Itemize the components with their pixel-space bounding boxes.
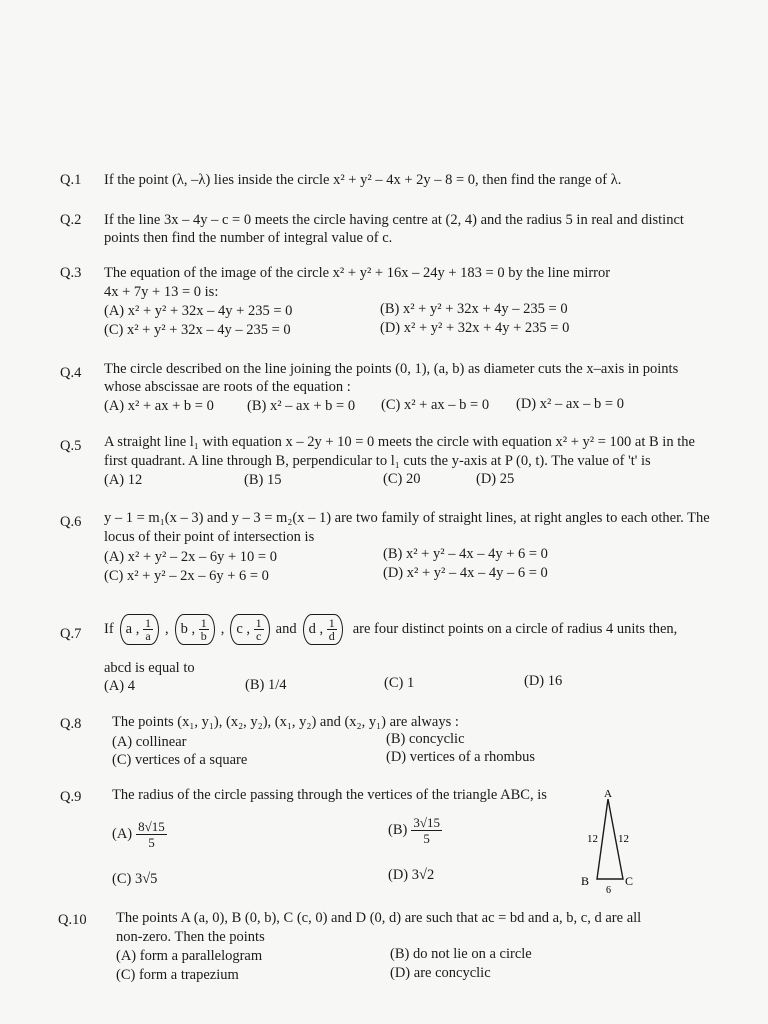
question-number: Q.10: [58, 912, 87, 928]
question-number: Q.2: [60, 212, 82, 228]
option-c: (C) 3√5: [112, 871, 158, 887]
option-b: (B) x² – ax + b = 0: [247, 398, 356, 414]
question-text-line-1: If a , $\frac{1}{a}$ , b , $\frac{1}{b}$ , c , $\frac{1}{c}$ and d , $\frac{1}{d}$ are four distinct points on a circle of radius 4 units then,: [104, 616, 678, 643]
vertex-b-label: B: [581, 874, 590, 888]
option-a: (A) x² + y² + 32x – 4y + 235 = 0: [104, 303, 293, 319]
question-tail: are four distinct points on a circle of radius 4 units then,: [352, 621, 678, 637]
option-a: (A) $\frac{8√15}{5}$: [112, 819, 165, 850]
option-c: (C) 20: [383, 471, 421, 487]
option-a: (A) 4: [104, 678, 136, 694]
question-text-line-2: locus of their point of intersection is: [104, 529, 315, 545]
option-c: (C) 1: [384, 675, 415, 691]
if-label: If: [104, 621, 114, 637]
question-text-line-2: first quadrant. A line through B, perpendicular to l₁ cuts the y-axis at P (0, t). The value of 't' is: [104, 453, 651, 469]
question-number: Q.1: [60, 172, 82, 188]
question-text-line-1: If the line 3x – 4y – c = 0 meets the circle having centre at (2, 4) and the radius 5 in real and distinct: [104, 212, 684, 228]
question-text-line-1: The equation of the image of the circle x² + y² + 16x – 24y + 183 = 0 by the line mirror: [104, 265, 611, 281]
question-number: Q.6: [60, 514, 82, 530]
side-bc-length: 6: [606, 885, 611, 896]
option-a: (A) x² + ax + b = 0: [104, 398, 214, 414]
option-b: (B) concyclic: [386, 731, 465, 747]
option-d: (D) x² – ax – b = 0: [516, 396, 624, 412]
option-d: (D) 25: [476, 471, 515, 487]
side-ac-length: 12: [618, 833, 629, 845]
question-text-line-1: The radius of the circle passing through the vertices of the triangle ABC, is: [112, 787, 547, 803]
question-number: Q.5: [60, 438, 82, 454]
question-text-line-2: non-zero. Then the points: [116, 929, 265, 945]
question-number: Q.9: [60, 789, 82, 805]
question-number: Q.3: [60, 265, 82, 281]
option-d: (D) 3√2: [388, 867, 435, 883]
option-b: (B) $\frac{3√15}{5}$: [388, 815, 440, 846]
option-d: (D) 16: [524, 673, 563, 689]
question-text: If the point (λ, –λ) lies inside the circle x² + y² – 4x + 2y – 8 = 0, then find the range of λ.: [104, 172, 622, 188]
question-number: Q.8: [60, 716, 82, 732]
option-d: (D) vertices of a rhombus: [386, 749, 535, 765]
vertex-c-label: C: [625, 874, 634, 888]
option-b: (B) 15: [244, 472, 282, 488]
option-a: (A) 12: [104, 472, 143, 488]
question-text-line-2: abcd is equal to: [104, 660, 195, 676]
point-b: b , $\frac{1}{b}$: [175, 614, 215, 645]
option-b: (B) x² + y² + 32x + 4y – 235 = 0: [380, 301, 568, 317]
question-text-line-2: whose abscissae are roots of the equation :: [104, 379, 351, 395]
option-d: (D) are concyclic: [390, 965, 491, 981]
point-d: d , $\frac{1}{d}$: [303, 614, 343, 645]
option-d: (D) x² + y² – 4x – 4y – 6 = 0: [383, 565, 548, 581]
option-c: (C) vertices of a square: [112, 752, 248, 768]
point-a: a , $\frac{1}{a}$: [120, 614, 159, 645]
question-text-line-1: The points A (a, 0), B (0, b), C (c, 0) and D (0, d) are such that ac = bd and a, b, c, d are all: [116, 910, 642, 926]
option-b: (B) do not lie on a circle: [390, 946, 532, 962]
question-number: Q.7: [60, 626, 82, 642]
question-text-line-1: A straight line l₁ with equation x – 2y + 10 = 0 meets the circle with equation x² + y² = 100 at B in the: [104, 434, 695, 450]
option-c: (C) x² + y² – 2x – 6y + 6 = 0: [104, 568, 269, 584]
question-number: Q.4: [60, 365, 82, 381]
option-a: (A) x² + y² – 2x – 6y + 10 = 0: [104, 549, 277, 565]
option-b: (B) x² + y² – 4x – 4y + 6 = 0: [383, 546, 548, 562]
option-c: (C) x² + ax – b = 0: [381, 397, 490, 413]
question-text-line-1: y – 1 = m₁(x – 3) and y – 3 = m₂(x – 1) are two family of straight lines, at right angles to each other. The: [104, 510, 710, 526]
option-d: (D) x² + y² + 32x + 4y + 235 = 0: [380, 320, 570, 336]
vertex-a-label: A: [604, 788, 612, 800]
and-label: and: [275, 621, 297, 637]
option-c: (C) x² + y² + 32x – 4y – 235 = 0: [104, 322, 291, 338]
question-text-line-2: points then find the number of integral value of c.: [104, 230, 393, 246]
question-text-line-1: The circle described on the line joining the points (0, 1), (a, b) as diameter cuts the x–axis in points: [104, 361, 679, 377]
question-text-line-2: 4x + 7y + 13 = 0 is:: [104, 284, 219, 300]
option-c: (C) form a trapezium: [116, 967, 239, 983]
option-a: (A) form a parallelogram: [116, 948, 263, 964]
option-a: (A) collinear: [112, 734, 187, 750]
side-ab-length: 12: [587, 833, 598, 845]
point-c: c , $\frac{1}{c}$: [230, 614, 269, 645]
triangle-abc-diagram: [575, 787, 665, 897]
option-b: (B) 1/4: [245, 677, 287, 693]
question-text-line-1: The points (x₁, y₁), (x₂, y₂), (x₁, y₂) and (x₂, y₁) are always :: [112, 714, 459, 730]
